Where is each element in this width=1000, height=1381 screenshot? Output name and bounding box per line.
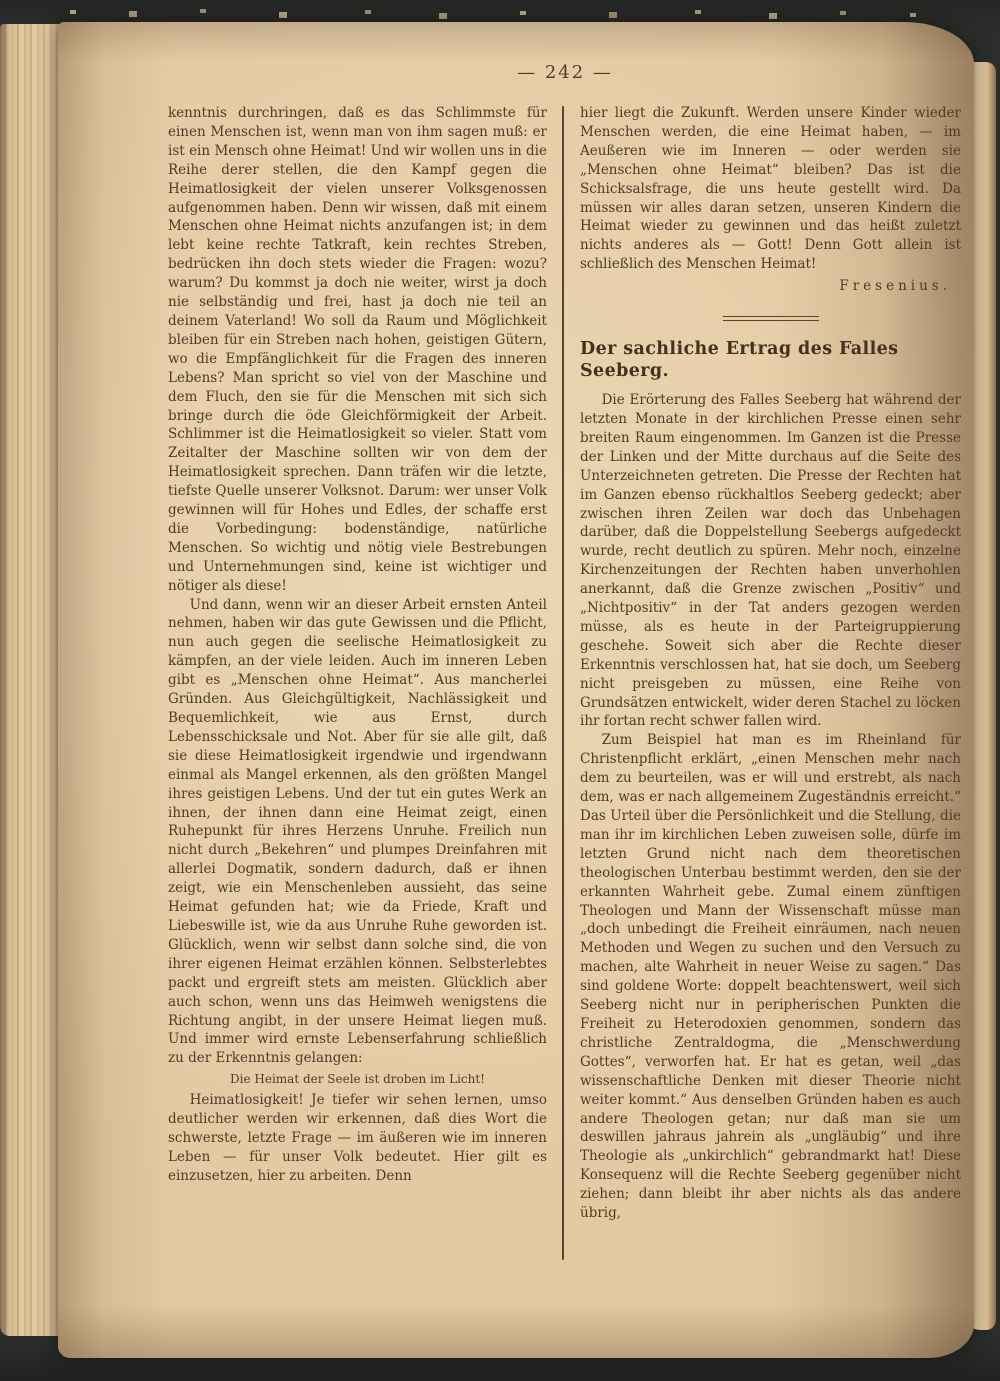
column-divider-rule bbox=[562, 106, 564, 1260]
paragraph: kenntnis durchringen, daß es das Schlimmste für einen Menschen ist, wenn man von ihm sagen muß: er ist ein Mensch ohne Heimat! Und wir wollen uns in die Reihe derer stellen, die den Kampf gegen die Heimatlosigkeit der vielen unserer Volksgenossen aufgenommen haben. Denn wir wissen, daß mit einem Menschen ohne Heimat nichts anzufangen ist; in dem lebt keine rechte Tatkraft, kein rechtes Streben, bedrücken ihn doch stets wieder die Fragen: wozu? warum? Du kommst ja doch nie weiter, wirst ja doch nie selbständig und frei, hast ja doch nie teil an deinem Vaterland! Wo soll da Raum und Möglichkeit bleiben für ein Streben nach hohen, geistigen Gütern, wo die Empfänglichkeit für die Fragen des inneren Lebens? Man spricht so viel von der Maschine und dem Fluch, den sie für die Menschen mit sich sich bringe durch die öde Gleichförmigkeit der Arbeit. Schlimmer ist die Heimatlosigkeit so vieler. Statt vom Zeitalter der Maschine sollten wir von dem der Heimatlosigkeit sprechen. Dann träfen wir die letzte, tiefste Quelle unserer Volksnot. Darum: wer unser Volk gewinnen will für Hohes und Edles, der schaffe erst die Vorbedingung: bodenständige, natürliche Menschen. So wichtig und nötig viele Bestrebungen und Unternehmungen sind, keine ist wichtiger und nötiger als diese! bbox=[168, 105, 547, 594]
paragraph: Zum Beispiel hat man es im Rheinland für Christenpflicht erklärt, „einen Menschen mehr nach dem zu beurteilen, was er will und erstrebt, als nach dem, was er nach allgemeinem Zugeständnis erreicht.“ Das Urteil über die Persönlichkeit und die Stellung, die man ihr im kirchlichen Leben zuweisen solle, dürfe im letzten Grund nicht nach dem theoretischen theologischen Unterbau bestimmt werden, den sie der erkannten Wahrheit gebe. Zumal einem zünftigen Theologen und Mann der Wissenschaft müsse man „doch unbedingt die Freiheit einräumen, nach neuen Methoden und Wegen zu suchen und den Versuch zu machen, alte Wahrheit in neuer Weise zu sagen.“ Das sind goldene Worte: doppelt beachtenswert, weil sich Seeberg nicht nur in peripherischen Punkten die Freiheit zu Heterodoxien genommen, sondern das christliche Zentraldogma, die „Menschwerdung Gottes“, verworfen hat. Er hat es getan, weil „das wissenschaftliche Denken mit dieser Theorie nicht weiter kommt.“ Aus denselben Gründen haben es auch andere Theologen getan; nur daß man sie um deswillen jahraus jahrein als „ungläubig“ und ihre Theologie als „unkirchlich“ gebrandmarkt hat! Diese Konsequenz will die Rechte Seeberg gegenüber nicht ziehen; dann bleibt ihr aber nichts als das andere übrig, bbox=[580, 732, 961, 1222]
article-heading: Der sachliche Ertrag des Falles Seeberg. bbox=[580, 339, 899, 382]
two-column-text-block bbox=[168, 104, 964, 1266]
paragraph: Heimatlosigkeit! Je tiefer wir sehen lernen, umso deutlicher werden wir erkennen, daß dies Wort die schwerste, letzte Frage — im äußeren wie im inneren Leben — für unser Volk bedeutet. Hier gilt es einzusetzen, hier zu arbeiten. Denn bbox=[168, 1092, 547, 1184]
article-separator-rule bbox=[723, 316, 819, 321]
author-signature: Fresenius. bbox=[839, 278, 951, 295]
page-number: — 242 — bbox=[517, 62, 613, 83]
paragraph: Und dann, wenn wir an dieser Arbeit ernsten Anteil nehmen, haben wir das gute Gewissen und die Pflicht, nun auch gegen die seelische Heimatlosigkeit zu kämpfen, an der viele leiden. Auch im inneren Leben gibt es „Menschen ohne Heimat“. Aus mancherlei Gründen. Aus Gleichgültigkeit, Nachlässigkeit und Bequemlichkeit, wie aus Ernst, durch Lebensschicksale und Not. Aber für sie alle gilt, daß sie diese Heimatlosigkeit irgendwie und irgendwann einmal als Mangel erkennen, als den größten Mangel ihres geistigen Lebens. Und der tut ein gutes Werk an ihnen, der ihnen dann eine Heimat zeigt, einen Ruhepunkt für ihres Herzens Unruhe. Freilich nun nicht durch „Bekehren“ und plumpes Dreinfahren mit allerlei Dogmatik, sondern dadurch, daß er ihnen zeigt, wie ein Menschenleben aussieht, das seine Heimat gefunden hat; wie da Friede, Kraft und Liebeswille ist, wie da aus Unruhe Ruhe geworden ist. Glücklich, wenn wir selbst dann solche sind, die von ihrer eigenen Heimat erzählen können. Selbsterlebtes packt und ergreift stets am meisten. Glücklich aber auch schon, wenn uns das Heimweh wenigstens die Richtung angibt, in der unsere Heimat liegen muß. Und immer wird ernste Lebenserfahrung schließlich zu der Erkenntnis gelangen: bbox=[168, 596, 547, 1067]
right-column bbox=[580, 104, 961, 1266]
paragraph: Die Erörterung des Falles Seeberg hat während der letzten Monate in der kirchlichen Presse einen sehr breiten Raum eingenommen. Im Ganzen ist die Presse der Linken und der Mitte durchaus auf die Seite des Unterzeichneten getreten. Die Presse der Rechten hat im Ganzen ebenso rückhaltlos Seeberg gedeckt; aber zwischen ihren Zeilen war doch das Unbehagen darüber, daß die Doppelstellung Seebergs aufgedeckt wurde, recht deutlich zu spüren. Mehr noch, einzelne Kirchenzeitungen der Rechten haben unverhohlen anerkannt, daß die Grenze zwischen „Positiv“ und „Nichtpositiv“ in der Tat anders gezogen werden müsse, als es heute in der Parteigruppierung geschehe. Soweit sich aber die Rechte dieser Erkenntnis verschlossen hat, hat sie doch, um Seeberg nicht preisgeben zu müssen, eine Reihe von Grundsätzen entwickelt, wider deren Stachel zu löcken ihr fortan recht schwer fallen wird. bbox=[580, 392, 961, 730]
paragraph: hier liegt die Zukunft. Werden unsere Kinder wieder Menschen werden, die eine Heimat haben, — im Aeußeren wie im Inneren — oder werden sie „Menschen ohne Heimat“ bleiben? Das ist die Schicksalsfrage, die uns heute gestellt wird. Da müssen wir alles daran setzen, unseren Kindern die Heimat wieder zu gewinnen und das heißt zuletzt nichts anderes als — Gott! Denn Gott allein ist schließlich des Menschen Heimat! bbox=[580, 105, 961, 273]
centered-quote-line: Die Heimat der Seele ist droben im Licht! bbox=[230, 1072, 485, 1087]
page-edge-specks bbox=[70, 10, 76, 14]
left-column bbox=[168, 104, 547, 1266]
scanned-book-page bbox=[58, 22, 974, 1358]
